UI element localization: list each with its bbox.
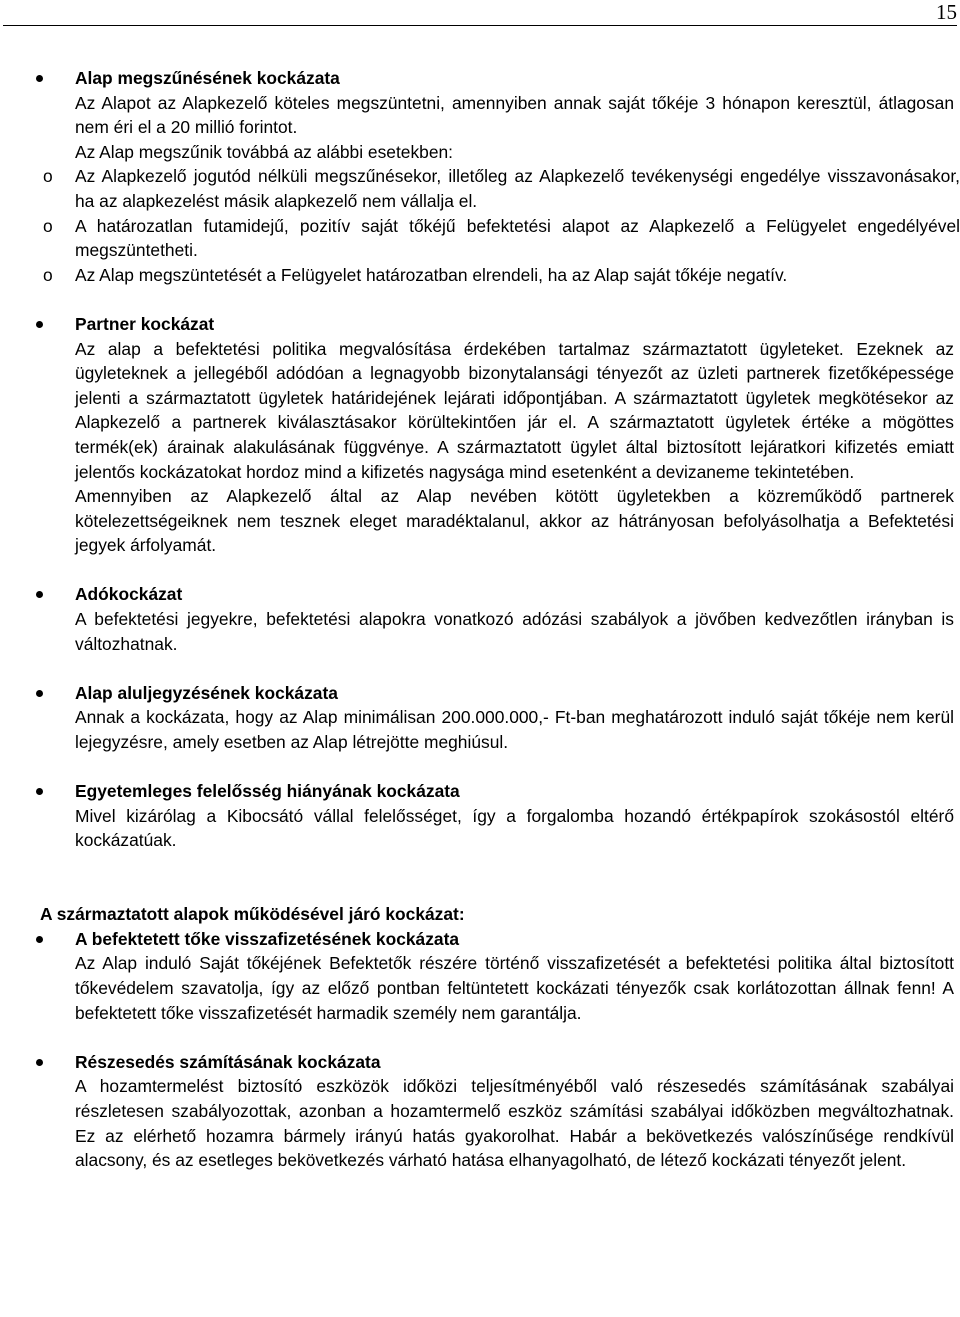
spacer xyxy=(0,1025,960,1050)
risk-section-participation-calculation xyxy=(0,1050,960,1173)
bullet-icon xyxy=(36,75,43,82)
section-heading: Részesedés számításának kockázata xyxy=(75,1051,381,1072)
circle-bullet-icon: o xyxy=(43,166,53,187)
paragraph: Annak a kockázata, hogy az Alap minimálisan 200.000.000,- Ft-ban meghatározott induló saját tőkéje nem kerül lejegyzésre, amely esetben az Alap létrejötte meghiúsul. xyxy=(75,707,954,753)
circle-bullet-icon: o xyxy=(43,215,53,236)
risk-section-tax xyxy=(0,582,960,656)
sub-list-item xyxy=(5,214,960,263)
circle-bullet-icon: o xyxy=(43,264,53,285)
risk-section-joint-liability xyxy=(0,779,960,853)
section-heading: A befektetett tőke visszafizetésének kockázata xyxy=(75,928,460,949)
risk-section-undersubscription xyxy=(0,681,960,755)
section-heading: Partner kockázat xyxy=(75,313,215,334)
bullet-icon xyxy=(36,1059,43,1066)
sub-item-text: Az Alapkezelő jogutód nélküli megszűnésekor, illetőleg az Alapkezelő tevékenységi engedélye visszavonásakor, ha az alapkezelést másik alapkezelő nem vállalja el. xyxy=(75,166,960,211)
header-rule xyxy=(3,25,957,26)
bullet-icon xyxy=(36,936,43,943)
risk-section-capital-repayment xyxy=(0,927,960,1025)
paragraph: A hozamtermelést biztosító eszközök időközi teljesítményéből való részesedés számításának szabályai részletesen szabályozottak, azonban a hozamtermelő eszköz számítási szabályai időközben megváltozhatnak. Ez az elérhető hozamra bármely irányú hatás gyakorolhat. Habár a bekövetkezés valószínűsége rendkívül alacsony, és az esetleges bekövetkezés várható hatása elhanyagolható, de létező kockázati tényezőt jelent. xyxy=(75,1076,954,1171)
paragraph: Mivel kizárólag a Kibocsátó vállal felelősséget, így a forgalomba hozandó értékpapírok szokásostól eltérő kockázatúak. xyxy=(75,805,954,851)
sub-item-text: Az Alap megszüntetését a Felügyelet határozatban elrendeli, ha az Alap saját tőkéje negatív. xyxy=(75,264,788,285)
section-heading: Adókockázat xyxy=(75,584,183,605)
paragraph: Az Alapot az Alapkezelő köteles megszüntetni, amennyiben annak saját tőkéje 3 hónapon keresztül, átlagosan nem éri el a 20 millió forintot. xyxy=(75,92,954,138)
bullet-icon xyxy=(36,321,43,328)
page-number: 15 xyxy=(936,0,957,24)
section-heading: Egyetemleges felelősség hiányának kockázata xyxy=(75,781,460,802)
sub-list-item xyxy=(5,164,960,213)
paragraph: Az Alap induló Saját tőkéjének Befektetők részére történő visszafizetését a befektetési politika által biztosított tőkevédelem szavatolja, így az előző pontban feltüntetett kockázati tényezők csak korlátozottan állnak fenn! A befektetett tőke visszafizetését harmadik személy nem garantálja. xyxy=(75,953,954,1023)
bullet-icon xyxy=(36,788,43,795)
paragraph: Az Alap megszűnik továbbá az alábbi esetekben: xyxy=(75,141,454,162)
spacer xyxy=(0,656,960,681)
derived-funds-title: A származtatott alapok működésével járó kockázat: xyxy=(40,904,465,925)
sub-item-text: A határozatlan futamidejű, pozitív saját tőkéjű befektetési alapot az Alapkezelő a Felügyelet engedélyével megszüntetheti. xyxy=(75,215,960,261)
sub-list-item xyxy=(5,263,960,288)
paragraph: Amennyiben az Alapkezelő által az Alap nevében kötött ügyletekben a közreműködő partnerek kötelezettségeiknek nem tesznek eleget maradéktalanul, akkor az hátrányosan befolyásolhatja a Befektetési jegyek árfolyamát. xyxy=(75,486,954,556)
spacer xyxy=(0,853,960,878)
document-body xyxy=(0,66,960,1173)
section-heading: Alap aluljegyzésének kockázata xyxy=(75,682,338,703)
spacer xyxy=(0,878,960,903)
section-heading: Alap megszűnésének kockázata xyxy=(75,68,340,88)
paragraph: Az alap a befektetési politika megvalósítása érdekében tartalmaz származtatott ügyleteket. Ezeknek az ügyleteknek a jellegéből adódóan a legnagyobb bizonytalansági tényezőt az üzleti partnerek fizetőképessége jelenti a származtatott ügyletek határidejének lejárati időpontjában. A származtatott ügyletek megkötésekor az Alapkezelő a partnerek kiválasztásakor körültekintően jár el. A származtatott ügyletek értéke a mögöttes termék(ek) árainak alakulásának függvénye. A származtatott ügylet által biztosított lejáratkori kifizetés emiatt jelentős kockázatokat hordoz mind a kifizetés nagysága mind esetenként a devizaneme tekintetében. xyxy=(75,338,954,482)
risk-section-partner xyxy=(0,312,960,558)
spacer xyxy=(0,558,960,583)
spacer xyxy=(0,755,960,780)
paragraph: A befektetési jegyekre, befektetési alapokra vonatkozó adózási szabályok a jövőben kedvezőtlen irányban is változhatnak. xyxy=(75,609,954,654)
bullet-icon xyxy=(36,690,43,697)
spacer xyxy=(0,287,960,312)
bullet-icon xyxy=(36,591,43,598)
risk-section-fund-termination xyxy=(0,66,960,164)
